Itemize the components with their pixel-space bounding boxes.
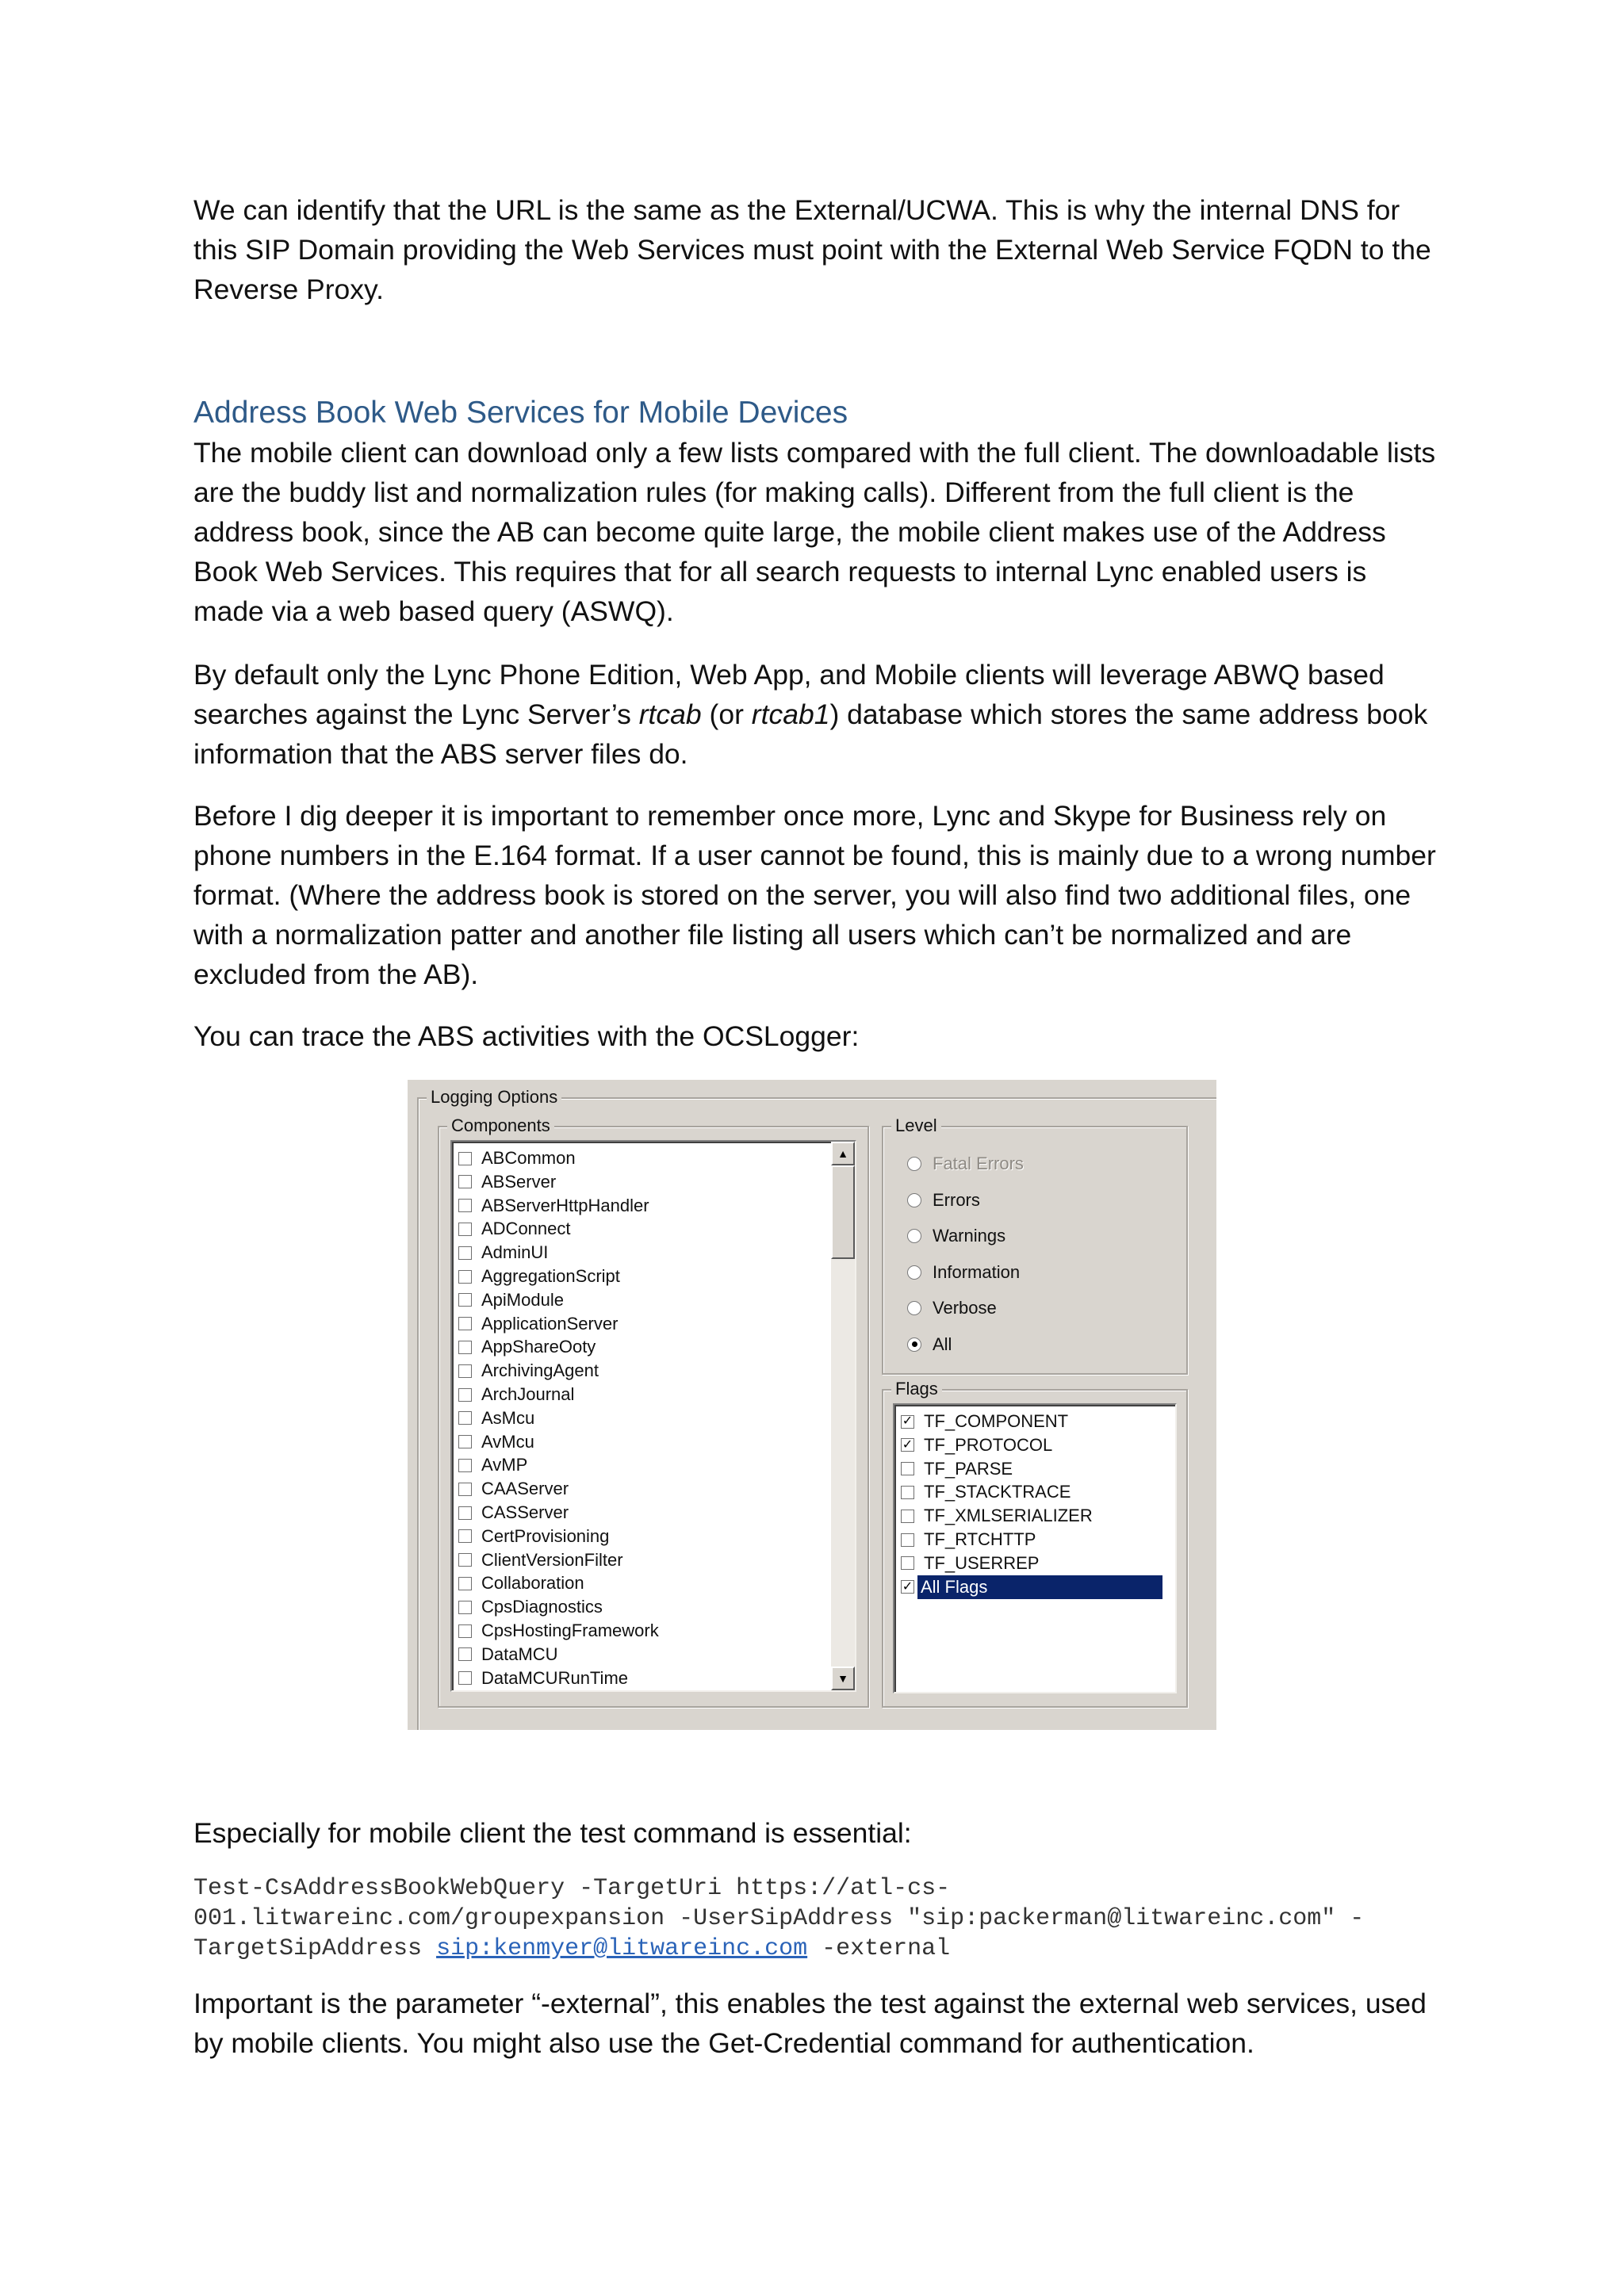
component-item[interactable] [458, 1667, 628, 1690]
level-option-label: Information [933, 1261, 1021, 1282]
level-group [882, 1115, 1188, 1375]
logging-options-label: Logging Options [427, 1087, 561, 1108]
code-block [193, 1873, 1462, 1964]
component-checkbox[interactable] [458, 1506, 472, 1520]
arrow-up-icon: ▲ [837, 1147, 848, 1160]
component-item[interactable] [458, 1548, 623, 1572]
flag-checkbox[interactable] [901, 1462, 914, 1475]
component-item[interactable] [458, 1643, 558, 1667]
component-checkbox[interactable] [458, 1293, 472, 1307]
flags-group [882, 1379, 1188, 1708]
flag-item[interactable] [901, 1504, 1162, 1528]
flag-label: TF_STACKTRACE [924, 1482, 1071, 1502]
component-checkbox[interactable] [458, 1246, 472, 1260]
paragraph-intro: We can identify that the URL is the same as the External/UCWA. This is why the internal DNS for this SIP Domain providing the Web Services must point with the External Web Service FQDN to the Reverse Proxy. [193, 194, 1431, 305]
flag-item[interactable] [901, 1575, 1162, 1599]
component-label: ABCommon [481, 1148, 576, 1168]
component-label: AppShareOoty [481, 1337, 596, 1357]
paragraph-test-command: Especially for mobile client the test command is essential: [193, 1817, 912, 1849]
scroll-thumb[interactable] [831, 1165, 855, 1259]
flag-item[interactable] [901, 1433, 1162, 1457]
flag-label: TF_PROTOCOL [924, 1434, 1053, 1455]
radio-button[interactable] [907, 1337, 921, 1352]
component-item[interactable] [458, 1359, 599, 1383]
flag-item[interactable] [901, 1457, 1162, 1481]
level-option-label: Verbose [933, 1298, 997, 1318]
flag-checkbox[interactable] [901, 1415, 914, 1429]
component-item[interactable] [458, 1571, 584, 1595]
component-item[interactable] [458, 1406, 534, 1430]
component-checkbox[interactable] [458, 1647, 472, 1661]
level-label: Level [891, 1115, 941, 1136]
level-option[interactable] [907, 1260, 1020, 1285]
flag-checkbox[interactable] [901, 1533, 914, 1547]
code-line-3-a: TargetSipAddress [193, 1935, 437, 1962]
component-label: ADConnect [481, 1219, 571, 1239]
component-item[interactable] [458, 1194, 649, 1218]
paragraph-abwq-part-c: ) database which stores the same address book information that the ABS server files do. [193, 698, 1428, 770]
component-item[interactable] [458, 1430, 534, 1454]
component-checkbox[interactable] [458, 1341, 472, 1354]
component-checkbox[interactable] [458, 1270, 472, 1284]
component-label: AvMcu [481, 1431, 534, 1452]
level-option[interactable] [907, 1295, 997, 1321]
component-checkbox[interactable] [458, 1577, 472, 1590]
flag-checkbox[interactable] [901, 1556, 914, 1570]
component-item[interactable] [458, 1312, 618, 1336]
component-label: CAAServer [481, 1479, 569, 1499]
radio-button[interactable] [907, 1301, 921, 1315]
paragraph-abwq [193, 655, 1438, 774]
component-checkbox[interactable] [458, 1483, 472, 1496]
flag-checkbox[interactable] [901, 1510, 914, 1523]
component-item[interactable] [458, 1335, 596, 1359]
radio-button[interactable] [907, 1229, 921, 1243]
paragraph-mobile-client: The mobile client can download only a few lists compared with the full client. The downloadable lists are the buddy list and normalization rules (for making calls). Different from the full client is the address book, since the AB can become quite large, the mobile client makes use of the Address Book Web Services. This requires that for all search requests to internal Lync enabled users is made via a web based query (ASWQ). [193, 437, 1436, 627]
paragraph-trace: You can trace the ABS activities with the OCSLogger: [193, 1020, 860, 1052]
component-label: ArchJournal [481, 1384, 575, 1404]
flag-item[interactable] [901, 1410, 1162, 1433]
ocslogger-screenshot [408, 1080, 1216, 1730]
component-checkbox[interactable] [458, 1388, 472, 1402]
component-checkbox[interactable] [458, 1175, 472, 1188]
level-option-label: Fatal Errors [933, 1154, 1024, 1173]
component-item[interactable] [458, 1383, 574, 1406]
component-checkbox[interactable] [458, 1317, 472, 1330]
flag-item[interactable] [901, 1480, 1162, 1504]
component-label: ABServerHttpHandler [481, 1195, 649, 1215]
component-item[interactable] [458, 1453, 527, 1477]
component-checkbox[interactable] [458, 1152, 472, 1165]
components-group [438, 1115, 869, 1708]
component-label: ArchivingAgent [481, 1360, 599, 1381]
flag-label: TF_USERREP [924, 1552, 1040, 1573]
check-icon: ✓ [902, 1579, 914, 1594]
component-item[interactable] [458, 1241, 548, 1265]
component-label: CertProvisioning [481, 1525, 610, 1546]
flag-label: TF_RTCHTTP [924, 1529, 1036, 1549]
component-item[interactable] [458, 1619, 659, 1643]
component-label: ClientVersionFilter [481, 1549, 623, 1570]
code-line-3-b: -external [807, 1935, 951, 1962]
component-item[interactable] [458, 1146, 576, 1170]
component-label: ABServer [481, 1171, 557, 1192]
check-icon: ✓ [902, 1414, 914, 1428]
component-checkbox[interactable] [458, 1364, 472, 1378]
component-checkbox[interactable] [458, 1671, 472, 1685]
flags-label: Flags [891, 1379, 942, 1399]
component-checkbox[interactable] [458, 1411, 472, 1425]
level-option[interactable] [907, 1223, 1005, 1249]
flags-list[interactable] [893, 1403, 1177, 1693]
component-checkbox[interactable] [458, 1553, 472, 1567]
component-item[interactable] [458, 1595, 603, 1619]
component-label: CASServer [481, 1502, 569, 1522]
term-rtcab1: rtcab1 [751, 698, 830, 730]
component-label: AdminUI [481, 1242, 549, 1263]
level-option[interactable] [907, 1188, 980, 1213]
component-label: DataMCURunTime [481, 1667, 629, 1688]
paragraph-abwq-part-b: (or [701, 698, 752, 730]
component-checkbox[interactable] [458, 1459, 472, 1472]
scroll-up-button[interactable] [831, 1142, 855, 1165]
component-item[interactable] [458, 1170, 556, 1194]
flag-label: All Flags [917, 1575, 1162, 1599]
radio-selected-dot [912, 1341, 917, 1347]
component-label: CpsDiagnostics [481, 1597, 603, 1617]
code-line-1: Test-CsAddressBookWebQuery -TargetUri https://atl-cs- [193, 1875, 951, 1902]
flag-checkbox[interactable] [901, 1486, 914, 1499]
component-checkbox[interactable] [458, 1624, 472, 1638]
code-line-2: 001.litwareinc.com/groupexpansion -UserSipAddress "sip:packerman@litwareinc.com" - [193, 1905, 1365, 1932]
flag-label: TF_XMLSERIALIZER [924, 1506, 1093, 1526]
flag-label: TF_COMPONENT [924, 1411, 1069, 1431]
component-label: AvMP [481, 1455, 528, 1475]
scroll-down-button[interactable] [831, 1667, 855, 1690]
paragraph-external-parameter: Important is the parameter “-external”, this enables the test against the external web services, used by mobile clients. You might also use the Get-Credential command for authentication. [193, 1988, 1427, 2059]
component-label: ApiModule [481, 1289, 564, 1310]
radio-button[interactable] [907, 1265, 921, 1280]
component-item[interactable] [458, 1477, 569, 1501]
component-label: AggregationScript [481, 1266, 620, 1286]
component-label: Collaboration [481, 1573, 584, 1594]
component-item[interactable] [458, 1501, 569, 1525]
sip-address-link[interactable]: sip:kenmyer@litwareinc.com [436, 1935, 808, 1962]
flag-checkbox[interactable] [901, 1580, 914, 1594]
component-item[interactable] [458, 1525, 609, 1548]
components-label: Components [447, 1115, 554, 1136]
component-item[interactable] [458, 1288, 564, 1312]
level-option[interactable] [907, 1151, 1024, 1177]
radio-button[interactable] [907, 1157, 921, 1171]
level-option-label: Errors [933, 1189, 980, 1210]
arrow-down-icon: ▼ [837, 1672, 848, 1685]
flag-item[interactable] [901, 1552, 1162, 1575]
term-rtcab: rtcab [638, 698, 702, 730]
component-checkbox[interactable] [458, 1199, 472, 1212]
components-list[interactable] [450, 1140, 856, 1692]
check-icon: ✓ [902, 1437, 914, 1452]
level-option[interactable] [907, 1332, 952, 1357]
components-scrollbar[interactable] [831, 1142, 855, 1690]
flag-label: TF_PARSE [924, 1458, 1013, 1479]
radio-button[interactable] [907, 1193, 921, 1207]
component-label: CpsHostingFramework [481, 1621, 659, 1640]
level-option-label: Warnings [933, 1226, 1006, 1246]
flag-checkbox[interactable] [901, 1438, 914, 1452]
component-label: DataMCU [481, 1644, 558, 1664]
component-checkbox[interactable] [458, 1601, 472, 1614]
component-item[interactable] [458, 1217, 571, 1241]
component-checkbox[interactable] [458, 1223, 472, 1236]
component-label: ApplicationServer [481, 1313, 619, 1334]
paragraph-abwq-part-a: By default only the Lync Phone Edition, Web App, and Mobile clients will leverage ABWQ based searches against the Lync Server’s [193, 659, 1385, 730]
component-label: AsMcu [481, 1407, 535, 1428]
paragraph-e164: Before I dig deeper it is important to remember once more, Lync and Skype for Business rely on phone numbers in the E.164 format. If a user cannot be found, this is mainly due to a wrong number format. (Where the address book is stored on the server, you will also find two additional files, one with a normalization patter and another file listing all users which can’t be normalized and are excluded from the AB). [193, 800, 1436, 990]
section-heading: Address Book Web Services for Mobile Devices [193, 396, 848, 430]
level-option-label: All [933, 1334, 952, 1354]
component-item[interactable] [458, 1265, 620, 1288]
component-checkbox[interactable] [458, 1529, 472, 1543]
flag-item[interactable] [901, 1528, 1162, 1552]
component-checkbox[interactable] [458, 1435, 472, 1448]
